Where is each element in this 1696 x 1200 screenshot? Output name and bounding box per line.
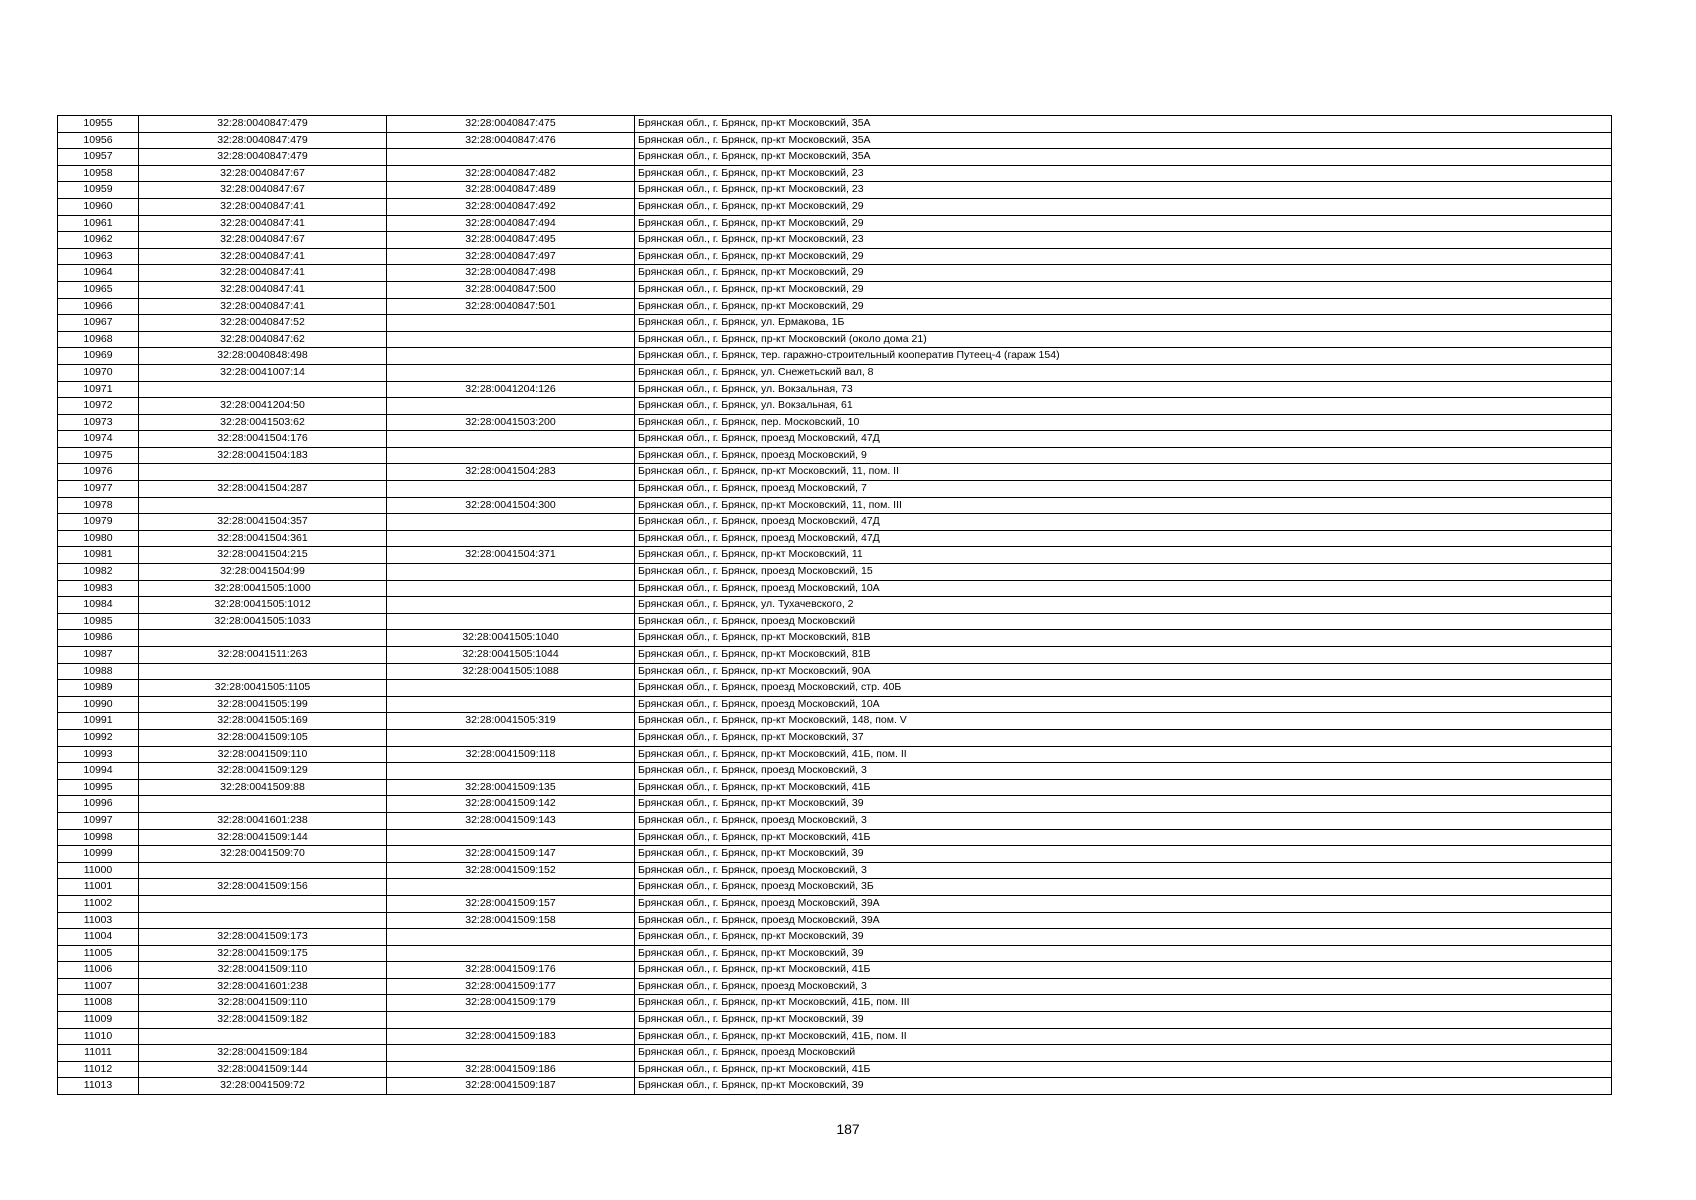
address-cell: Брянская обл., г. Брянск, пер. Московский, 10 <box>635 414 1612 431</box>
related-cadastral-number-cell <box>387 431 635 448</box>
related-cadastral-number-cell: 32:28:0040847:476 <box>387 132 635 149</box>
cadastral-number-cell <box>139 796 387 813</box>
address-cell: Брянская обл., г. Брянск, пр-кт Московский, 41Б <box>635 829 1612 846</box>
related-cadastral-number-cell <box>387 398 635 415</box>
address-cell: Брянская обл., г. Брянск, пр-кт Московский, 39 <box>635 846 1612 863</box>
table-row <box>58 248 1612 265</box>
cadastral-number-cell: 32:28:0040847:67 <box>139 232 387 249</box>
table-row <box>58 182 1612 199</box>
cadastral-number-cell: 32:28:0041505:169 <box>139 713 387 730</box>
row-number-cell: 10993 <box>58 746 139 763</box>
row-number-cell: 10970 <box>58 364 139 381</box>
related-cadastral-number-cell <box>387 696 635 713</box>
related-cadastral-number-cell: 32:28:0041509:187 <box>387 1078 635 1095</box>
address-cell: Брянская обл., г. Брянск, проезд Московский, 15 <box>635 564 1612 581</box>
address-cell: Брянская обл., г. Брянск, пр-кт Московский, 23 <box>635 232 1612 249</box>
table-row <box>58 580 1612 597</box>
cadastral-number-cell: 32:28:0040847:41 <box>139 198 387 215</box>
row-number-cell: 11000 <box>58 862 139 879</box>
address-cell: Брянская обл., г. Брянск, пр-кт Московский, 41Б, пом. III <box>635 995 1612 1012</box>
cadastral-number-cell: 32:28:0041509:72 <box>139 1078 387 1095</box>
address-cell: Брянская обл., г. Брянск, пр-кт Московский, 29 <box>635 198 1612 215</box>
table-row <box>58 597 1612 614</box>
address-cell: Брянская обл., г. Брянск, пр-кт Московский, 23 <box>635 182 1612 199</box>
table-row <box>58 165 1612 182</box>
row-number-cell: 10975 <box>58 447 139 464</box>
table-row <box>58 381 1612 398</box>
related-cadastral-number-cell <box>387 149 635 166</box>
address-cell: Брянская обл., г. Брянск, пр-кт Московский, 39 <box>635 929 1612 946</box>
row-number-cell: 10959 <box>58 182 139 199</box>
row-number-cell: 10991 <box>58 713 139 730</box>
related-cadastral-number-cell <box>387 315 635 332</box>
row-number-cell: 10974 <box>58 431 139 448</box>
address-cell: Брянская обл., г. Брянск, ул. Тухачевского, 2 <box>635 597 1612 614</box>
address-cell: Брянская обл., г. Брянск, пр-кт Московский, 35А <box>635 149 1612 166</box>
cadastral-number-cell: 32:28:0040847:479 <box>139 116 387 133</box>
address-cell: Брянская обл., г. Брянск, пр-кт Московский (около дома 21) <box>635 331 1612 348</box>
related-cadastral-number-cell <box>387 447 635 464</box>
related-cadastral-number-cell: 32:28:0041509:143 <box>387 812 635 829</box>
cadastral-number-cell: 32:28:0041509:110 <box>139 746 387 763</box>
related-cadastral-number-cell: 32:28:0041509:152 <box>387 862 635 879</box>
table-row <box>58 232 1612 249</box>
related-cadastral-number-cell <box>387 1012 635 1029</box>
cadastral-number-cell: 32:28:0041509:110 <box>139 995 387 1012</box>
address-cell: Брянская обл., г. Брянск, пр-кт Московский, 41Б <box>635 962 1612 979</box>
cadastral-number-cell: 32:28:0041509:144 <box>139 829 387 846</box>
address-cell: Брянская обл., г. Брянск, проезд Московский, 10А <box>635 580 1612 597</box>
related-cadastral-number-cell <box>387 829 635 846</box>
cadastral-number-cell: 32:28:0041504:215 <box>139 547 387 564</box>
cadastral-number-cell: 32:28:0040847:41 <box>139 298 387 315</box>
address-cell: Брянская обл., г. Брянск, пр-кт Московский, 148, пом. V <box>635 713 1612 730</box>
row-number-cell: 10988 <box>58 663 139 680</box>
row-number-cell: 10987 <box>58 647 139 664</box>
cadastral-number-cell <box>139 497 387 514</box>
table-row <box>58 198 1612 215</box>
table-row <box>58 281 1612 298</box>
row-number-cell: 10994 <box>58 763 139 780</box>
address-cell: Брянская обл., г. Брянск, пр-кт Московский, 29 <box>635 248 1612 265</box>
table-row <box>58 613 1612 630</box>
related-cadastral-number-cell: 32:28:0041509:142 <box>387 796 635 813</box>
cadastral-number-cell: 32:28:0041504:99 <box>139 564 387 581</box>
address-cell: Брянская обл., г. Брянск, проезд Московский, 47Д <box>635 530 1612 547</box>
table-row <box>58 315 1612 332</box>
cadastral-number-cell: 32:28:0041601:238 <box>139 978 387 995</box>
related-cadastral-number-cell: 32:28:0041509:147 <box>387 846 635 863</box>
row-number-cell: 10998 <box>58 829 139 846</box>
cadastral-number-cell: 32:28:0041509:182 <box>139 1012 387 1029</box>
table-row <box>58 1012 1612 1029</box>
cadastral-number-cell: 32:28:0041505:199 <box>139 696 387 713</box>
table-row <box>58 696 1612 713</box>
row-number-cell: 10965 <box>58 281 139 298</box>
address-cell: Брянская обл., г. Брянск, пр-кт Московский, 39 <box>635 1012 1612 1029</box>
row-number-cell: 10981 <box>58 547 139 564</box>
table-row <box>58 481 1612 498</box>
related-cadastral-number-cell <box>387 564 635 581</box>
related-cadastral-number-cell: 32:28:0041509:158 <box>387 912 635 929</box>
row-number-cell: 11003 <box>58 912 139 929</box>
cadastral-number-cell <box>139 1028 387 1045</box>
table-row <box>58 298 1612 315</box>
address-cell: Брянская обл., г. Брянск, тер. гаражно-строительный кооператив Путеец-4 (гараж 154) <box>635 348 1612 365</box>
related-cadastral-number-cell: 32:28:0041204:126 <box>387 381 635 398</box>
related-cadastral-number-cell <box>387 729 635 746</box>
cadastral-number-cell: 32:28:0041504:357 <box>139 514 387 531</box>
row-number-cell: 11007 <box>58 978 139 995</box>
row-number-cell: 10977 <box>58 481 139 498</box>
related-cadastral-number-cell <box>387 331 635 348</box>
cadastral-number-cell: 32:28:0041509:144 <box>139 1061 387 1078</box>
table-row <box>58 846 1612 863</box>
table-row <box>58 978 1612 995</box>
row-number-cell: 10958 <box>58 165 139 182</box>
related-cadastral-number-cell <box>387 1045 635 1062</box>
address-cell: Брянская обл., г. Брянск, пр-кт Московский, 39 <box>635 1078 1612 1095</box>
table-row <box>58 729 1612 746</box>
row-number-cell: 11004 <box>58 929 139 946</box>
address-cell: Брянская обл., г. Брянск, проезд Московский, 3 <box>635 862 1612 879</box>
cadastral-number-cell: 32:28:0040847:52 <box>139 315 387 332</box>
cadastral-number-cell: 32:28:0041509:129 <box>139 763 387 780</box>
related-cadastral-number-cell: 32:28:0040847:495 <box>387 232 635 249</box>
cadastral-number-cell: 32:28:0041509:156 <box>139 879 387 896</box>
address-cell: Брянская обл., г. Брянск, пр-кт Московский, 35А <box>635 132 1612 149</box>
table-row <box>58 132 1612 149</box>
address-cell: Брянская обл., г. Брянск, пр-кт Московский, 29 <box>635 215 1612 232</box>
cadastral-number-cell <box>139 663 387 680</box>
address-cell: Брянская обл., г. Брянск, проезд Московский, 47Д <box>635 514 1612 531</box>
address-cell: Брянская обл., г. Брянск, пр-кт Московский, 23 <box>635 165 1612 182</box>
table-row <box>58 779 1612 796</box>
cadastral-number-cell: 32:28:0041509:70 <box>139 846 387 863</box>
address-cell: Брянская обл., г. Брянск, проезд Московский, 39А <box>635 912 1612 929</box>
row-number-cell: 10983 <box>58 580 139 597</box>
row-number-cell: 10990 <box>58 696 139 713</box>
cadastral-number-cell: 32:28:0041509:184 <box>139 1045 387 1062</box>
cadastral-number-cell: 32:28:0041509:110 <box>139 962 387 979</box>
row-number-cell: 10966 <box>58 298 139 315</box>
address-cell: Брянская обл., г. Брянск, пр-кт Московский, 29 <box>635 281 1612 298</box>
row-number-cell: 10957 <box>58 149 139 166</box>
table-row <box>58 497 1612 514</box>
table-row <box>58 630 1612 647</box>
cadastral-number-cell <box>139 862 387 879</box>
related-cadastral-number-cell <box>387 514 635 531</box>
row-number-cell: 10980 <box>58 530 139 547</box>
cadastral-number-cell: 32:28:0041505:1000 <box>139 580 387 597</box>
address-cell: Брянская обл., г. Брянск, проезд Московский, 39А <box>635 895 1612 912</box>
address-cell: Брянская обл., г. Брянск, ул. Ермакова, 1Б <box>635 315 1612 332</box>
registry-table-body <box>58 116 1612 1095</box>
address-cell: Брянская обл., г. Брянск, проезд Московский, 47Д <box>635 431 1612 448</box>
row-number-cell: 10971 <box>58 381 139 398</box>
table-row <box>58 265 1612 282</box>
related-cadastral-number-cell: 32:28:0040847:482 <box>387 165 635 182</box>
related-cadastral-number-cell <box>387 945 635 962</box>
cadastral-number-cell: 32:28:0041505:1105 <box>139 680 387 697</box>
row-number-cell: 10995 <box>58 779 139 796</box>
cadastral-number-cell: 32:28:0040847:41 <box>139 281 387 298</box>
related-cadastral-number-cell: 32:28:0041504:300 <box>387 497 635 514</box>
row-number-cell: 10964 <box>58 265 139 282</box>
cadastral-number-cell: 32:28:0041509:88 <box>139 779 387 796</box>
table-row <box>58 829 1612 846</box>
row-number-cell: 11013 <box>58 1078 139 1095</box>
table-row <box>58 547 1612 564</box>
table-row <box>58 912 1612 929</box>
table-row <box>58 713 1612 730</box>
related-cadastral-number-cell: 32:28:0040847:475 <box>387 116 635 133</box>
address-cell: Брянская обл., г. Брянск, пр-кт Московский, 11, пом. III <box>635 497 1612 514</box>
related-cadastral-number-cell: 32:28:0041509:176 <box>387 962 635 979</box>
address-cell: Брянская обл., г. Брянск, пр-кт Московский, 81В <box>635 630 1612 647</box>
row-number-cell: 11012 <box>58 1061 139 1078</box>
address-cell: Брянская обл., г. Брянск, проезд Московский, 7 <box>635 481 1612 498</box>
related-cadastral-number-cell: 32:28:0041509:179 <box>387 995 635 1012</box>
cadastral-number-cell <box>139 630 387 647</box>
related-cadastral-number-cell: 32:28:0041504:283 <box>387 464 635 481</box>
table-row <box>58 447 1612 464</box>
address-cell: Брянская обл., г. Брянск, проезд Московский, 3Б <box>635 879 1612 896</box>
address-cell: Брянская обл., г. Брянск, пр-кт Московский, 90А <box>635 663 1612 680</box>
table-row <box>58 796 1612 813</box>
related-cadastral-number-cell: 32:28:0040847:492 <box>387 198 635 215</box>
row-number-cell: 11001 <box>58 879 139 896</box>
address-cell: Брянская обл., г. Брянск, проезд Московский, стр. 40Б <box>635 680 1612 697</box>
related-cadastral-number-cell: 32:28:0040847:498 <box>387 265 635 282</box>
row-number-cell: 10992 <box>58 729 139 746</box>
table-row <box>58 1078 1612 1095</box>
table-row <box>58 945 1612 962</box>
row-number-cell: 10972 <box>58 398 139 415</box>
cadastral-number-cell: 32:28:0040847:62 <box>139 331 387 348</box>
cadastral-number-cell: 32:28:0041504:361 <box>139 530 387 547</box>
table-row <box>58 812 1612 829</box>
cadastral-number-cell <box>139 464 387 481</box>
related-cadastral-number-cell: 32:28:0041504:371 <box>387 547 635 564</box>
table-row <box>58 414 1612 431</box>
table-row <box>58 995 1612 1012</box>
related-cadastral-number-cell: 32:28:0041509:157 <box>387 895 635 912</box>
address-cell: Брянская обл., г. Брянск, пр-кт Московский, 29 <box>635 298 1612 315</box>
table-row <box>58 962 1612 979</box>
row-number-cell: 10997 <box>58 812 139 829</box>
address-cell: Брянская обл., г. Брянск, пр-кт Московский, 39 <box>635 945 1612 962</box>
row-number-cell: 10963 <box>58 248 139 265</box>
table-row <box>58 1045 1612 1062</box>
related-cadastral-number-cell: 32:28:0040847:500 <box>387 281 635 298</box>
cadastral-number-cell: 32:28:0041509:173 <box>139 929 387 946</box>
cadastral-number-cell: 32:28:0040847:67 <box>139 182 387 199</box>
address-cell: Брянская обл., г. Брянск, пр-кт Московский, 41Б, пом. II <box>635 746 1612 763</box>
address-cell: Брянская обл., г. Брянск, проезд Московский, 3 <box>635 978 1612 995</box>
related-cadastral-number-cell: 32:28:0041505:1088 <box>387 663 635 680</box>
table-row <box>58 116 1612 133</box>
table-row <box>58 149 1612 166</box>
table-row <box>58 564 1612 581</box>
address-cell: Брянская обл., г. Брянск, пр-кт Московский, 39 <box>635 796 1612 813</box>
related-cadastral-number-cell: 32:28:0041505:1044 <box>387 647 635 664</box>
related-cadastral-number-cell <box>387 680 635 697</box>
table-row <box>58 398 1612 415</box>
table-row <box>58 879 1612 896</box>
cadastral-number-cell: 32:28:0040847:479 <box>139 132 387 149</box>
related-cadastral-number-cell: 32:28:0040847:497 <box>387 248 635 265</box>
address-cell: Брянская обл., г. Брянск, проезд Московский, 3 <box>635 812 1612 829</box>
registry-table <box>57 115 1612 1095</box>
cadastral-number-cell: 32:28:0041503:62 <box>139 414 387 431</box>
row-number-cell: 10956 <box>58 132 139 149</box>
address-cell: Брянская обл., г. Брянск, проезд Московский, 10А <box>635 696 1612 713</box>
table-row <box>58 895 1612 912</box>
cadastral-number-cell: 32:28:0040847:479 <box>139 149 387 166</box>
address-cell: Брянская обл., г. Брянск, пр-кт Московский, 41Б, пом. II <box>635 1028 1612 1045</box>
row-number-cell: 10984 <box>58 597 139 614</box>
related-cadastral-number-cell <box>387 929 635 946</box>
row-number-cell: 11010 <box>58 1028 139 1045</box>
table-row <box>58 1028 1612 1045</box>
address-cell: Брянская обл., г. Брянск, проезд Московский <box>635 613 1612 630</box>
cadastral-number-cell: 32:28:0041505:1012 <box>139 597 387 614</box>
row-number-cell: 10967 <box>58 315 139 332</box>
row-number-cell: 11011 <box>58 1045 139 1062</box>
cadastral-number-cell: 32:28:0041204:50 <box>139 398 387 415</box>
row-number-cell: 10973 <box>58 414 139 431</box>
row-number-cell: 11009 <box>58 1012 139 1029</box>
cadastral-number-cell: 32:28:0041504:176 <box>139 431 387 448</box>
cadastral-number-cell: 32:28:0041601:238 <box>139 812 387 829</box>
address-cell: Брянская обл., г. Брянск, пр-кт Московский, 35А <box>635 116 1612 133</box>
cadastral-number-cell: 32:28:0040848:498 <box>139 348 387 365</box>
cadastral-number-cell: 32:28:0041504:183 <box>139 447 387 464</box>
page-number: 187 <box>836 1121 860 1137</box>
address-cell: Брянская обл., г. Брянск, проезд Московский, 3 <box>635 763 1612 780</box>
related-cadastral-number-cell: 32:28:0041509:118 <box>387 746 635 763</box>
table-row <box>58 746 1612 763</box>
row-number-cell: 10978 <box>58 497 139 514</box>
row-number-cell: 10961 <box>58 215 139 232</box>
table-row <box>58 464 1612 481</box>
row-number-cell: 10976 <box>58 464 139 481</box>
row-number-cell: 10986 <box>58 630 139 647</box>
related-cadastral-number-cell <box>387 613 635 630</box>
row-number-cell: 11006 <box>58 962 139 979</box>
address-cell: Брянская обл., г. Брянск, пр-кт Московский, 41Б <box>635 779 1612 796</box>
row-number-cell: 10969 <box>58 348 139 365</box>
address-cell: Брянская обл., г. Брянск, пр-кт Московский, 41Б <box>635 1061 1612 1078</box>
cadastral-number-cell: 32:28:0041505:1033 <box>139 613 387 630</box>
related-cadastral-number-cell: 32:28:0040847:489 <box>387 182 635 199</box>
cadastral-number-cell: 32:28:0041504:287 <box>139 481 387 498</box>
address-cell: Брянская обл., г. Брянск, пр-кт Московский, 11, пом. II <box>635 464 1612 481</box>
row-number-cell: 10982 <box>58 564 139 581</box>
table-row <box>58 862 1612 879</box>
row-number-cell: 11002 <box>58 895 139 912</box>
related-cadastral-number-cell: 32:28:0041509:177 <box>387 978 635 995</box>
row-number-cell: 10955 <box>58 116 139 133</box>
address-cell: Брянская обл., г. Брянск, проезд Московский <box>635 1045 1612 1062</box>
related-cadastral-number-cell <box>387 763 635 780</box>
related-cadastral-number-cell <box>387 597 635 614</box>
address-cell: Брянская обл., г. Брянск, пр-кт Московский, 29 <box>635 265 1612 282</box>
row-number-cell: 10968 <box>58 331 139 348</box>
related-cadastral-number-cell <box>387 481 635 498</box>
address-cell: Брянская обл., г. Брянск, пр-кт Московский, 37 <box>635 729 1612 746</box>
related-cadastral-number-cell: 32:28:0040847:501 <box>387 298 635 315</box>
related-cadastral-number-cell: 32:28:0040847:494 <box>387 215 635 232</box>
address-cell: Брянская обл., г. Брянск, проезд Московский, 9 <box>635 447 1612 464</box>
row-number-cell: 10999 <box>58 846 139 863</box>
row-number-cell: 10979 <box>58 514 139 531</box>
table-row <box>58 680 1612 697</box>
related-cadastral-number-cell: 32:28:0041505:319 <box>387 713 635 730</box>
related-cadastral-number-cell <box>387 364 635 381</box>
table-row <box>58 929 1612 946</box>
cadastral-number-cell <box>139 912 387 929</box>
row-number-cell: 10996 <box>58 796 139 813</box>
table-row <box>58 763 1612 780</box>
row-number-cell: 10985 <box>58 613 139 630</box>
address-cell: Брянская обл., г. Брянск, ул. Вокзальная, 73 <box>635 381 1612 398</box>
address-cell: Брянская обл., г. Брянск, ул. Снежетьский вал, 8 <box>635 364 1612 381</box>
related-cadastral-number-cell: 32:28:0041509:186 <box>387 1061 635 1078</box>
row-number-cell: 10989 <box>58 680 139 697</box>
cadastral-number-cell: 32:28:0040847:41 <box>139 265 387 282</box>
cadastral-number-cell: 32:28:0041509:105 <box>139 729 387 746</box>
table-row <box>58 1061 1612 1078</box>
address-cell: Брянская обл., г. Брянск, пр-кт Московский, 81В <box>635 647 1612 664</box>
related-cadastral-number-cell <box>387 530 635 547</box>
row-number-cell: 11008 <box>58 995 139 1012</box>
table-row <box>58 431 1612 448</box>
cadastral-number-cell: 32:28:0040847:41 <box>139 248 387 265</box>
row-number-cell: 10960 <box>58 198 139 215</box>
related-cadastral-number-cell <box>387 348 635 365</box>
row-number-cell: 11005 <box>58 945 139 962</box>
cadastral-number-cell <box>139 895 387 912</box>
address-cell: Брянская обл., г. Брянск, ул. Вокзальная, 61 <box>635 398 1612 415</box>
cadastral-number-cell <box>139 381 387 398</box>
table-row <box>58 331 1612 348</box>
related-cadastral-number-cell: 32:28:0041509:135 <box>387 779 635 796</box>
related-cadastral-number-cell: 32:28:0041509:183 <box>387 1028 635 1045</box>
cadastral-number-cell: 32:28:0040847:41 <box>139 215 387 232</box>
related-cadastral-number-cell <box>387 879 635 896</box>
address-cell: Брянская обл., г. Брянск, пр-кт Московский, 11 <box>635 547 1612 564</box>
cadastral-number-cell: 32:28:0041511:263 <box>139 647 387 664</box>
row-number-cell: 10962 <box>58 232 139 249</box>
related-cadastral-number-cell: 32:28:0041505:1040 <box>387 630 635 647</box>
table-row <box>58 514 1612 531</box>
cadastral-number-cell: 32:28:0040847:67 <box>139 165 387 182</box>
table-row <box>58 215 1612 232</box>
table-row <box>58 364 1612 381</box>
related-cadastral-number-cell: 32:28:0041503:200 <box>387 414 635 431</box>
related-cadastral-number-cell <box>387 580 635 597</box>
table-row <box>58 647 1612 664</box>
cadastral-number-cell: 32:28:0041007:14 <box>139 364 387 381</box>
table-row <box>58 530 1612 547</box>
cadastral-number-cell: 32:28:0041509:175 <box>139 945 387 962</box>
table-row <box>58 348 1612 365</box>
table-row <box>58 663 1612 680</box>
